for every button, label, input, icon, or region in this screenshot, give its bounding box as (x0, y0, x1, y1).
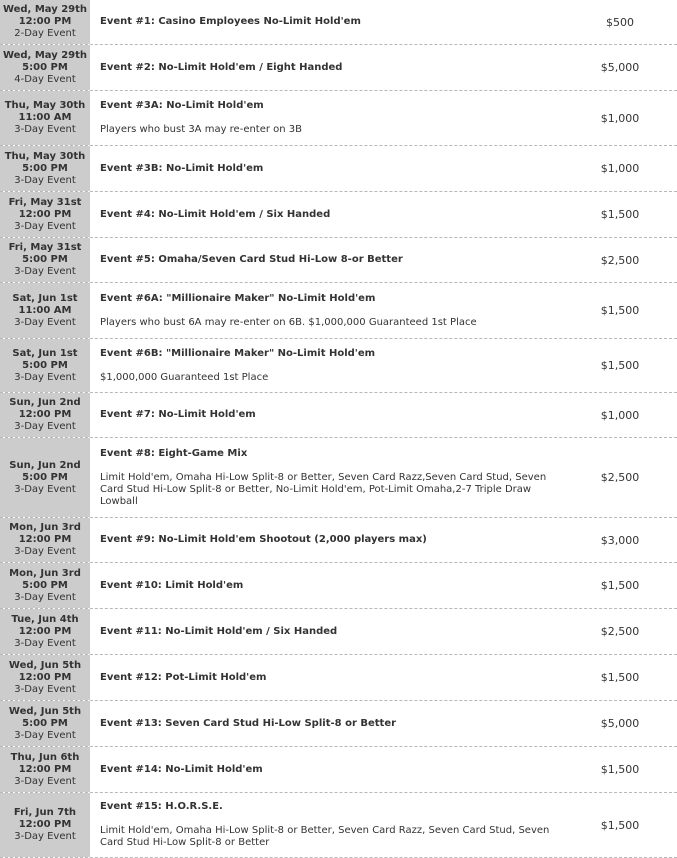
event-title: Event #14: No-Limit Hold'em (100, 763, 263, 775)
event-buyin: $1,500 (600, 763, 640, 776)
event-length: 3-Day Event (14, 421, 76, 432)
event-day: Fri, May 31st (8, 196, 82, 208)
event-date-cell (0, 518, 90, 562)
event-title: Event #10: Limit Hold'em (100, 579, 244, 591)
event-row (0, 339, 677, 393)
event-time: 12:00 PM (18, 625, 72, 637)
event-date-cell (0, 45, 90, 90)
event-day: Wed, Jun 5th (8, 705, 82, 717)
event-info-cell (90, 563, 577, 608)
event-buyin: $2,500 (600, 253, 640, 267)
event-time: 5:00 PM (22, 359, 68, 371)
event-buyin: $1,000 (600, 111, 640, 125)
event-buyin: $1,000 (600, 408, 640, 422)
event-day: Sun, Jun 2nd (9, 459, 81, 471)
event-info-cell (90, 701, 577, 746)
event-buyin: $1,000 (600, 162, 640, 175)
event-buyin: $1,500 (600, 818, 640, 832)
event-title: Event #12: Pot-Limit Hold'em (100, 671, 267, 683)
event-length: 3-Day Event (14, 831, 76, 842)
event-day: Sun, Jun 2nd (9, 397, 81, 408)
event-date-cell (0, 747, 90, 792)
event-time: 5:00 PM (22, 254, 68, 265)
event-row (0, 0, 677, 45)
event-length: 3-Day Event (14, 266, 76, 277)
event-info-cell (90, 91, 577, 145)
event-time: 11:00 AM (18, 112, 72, 123)
event-time: 5:00 PM (22, 579, 68, 591)
event-day: Wed, May 29th (2, 4, 88, 15)
event-row (0, 609, 677, 655)
event-row (0, 438, 677, 518)
event-time: 12:00 PM (18, 763, 72, 775)
event-buyin: $5,000 (600, 61, 640, 74)
event-day: Mon, Jun 3rd (9, 567, 81, 579)
event-title: Event #7: No-Limit Hold'em (100, 409, 256, 420)
event-title: Event #4: No-Limit Hold'em / Six Handed (100, 208, 331, 220)
event-date-cell (0, 146, 90, 191)
event-length: 3-Day Event (14, 483, 76, 495)
event-row (0, 238, 677, 283)
event-time: 5:00 PM (22, 717, 68, 729)
event-date-cell (0, 609, 90, 654)
event-time: 12:00 PM (18, 819, 72, 830)
event-note: Limit Hold'em, Omaha Hi-Low Split-8 or Better, Seven Card Razz, Seven Card Stud, Seven Card Stud Hi-Low Split-8 or Better (100, 825, 550, 848)
event-date-cell (0, 793, 90, 857)
event-date-cell (0, 192, 90, 237)
event-time: 12:00 PM (18, 16, 72, 27)
event-time: 12:00 PM (18, 409, 72, 420)
event-note: Players who bust 3A may re-enter on 3B (100, 124, 303, 135)
event-day: Wed, Jun 5th (8, 659, 82, 671)
event-date-cell (0, 701, 90, 746)
event-buyin: $500 (606, 15, 634, 29)
event-row (0, 146, 677, 192)
event-time: 12:00 PM (18, 671, 72, 683)
event-length: 4-Day Event (14, 73, 76, 85)
event-title: Event #8: Eight-Game Mix (100, 447, 248, 459)
event-title: Event #2: No-Limit Hold'em / Eight Handed (100, 61, 343, 73)
event-row (0, 283, 677, 339)
event-row (0, 192, 677, 238)
event-buyin: $5,000 (600, 717, 640, 730)
event-day: Sat, Jun 1st (12, 347, 78, 359)
event-length: 3-Day Event (14, 220, 76, 232)
event-note: Limit Hold'em, Omaha Hi-Low Split-8 or Better, Seven Card Razz,Seven Card Stud, Seven Card Stud Hi-Low Split-8 or Better, No-Limit Hold'em, Pot-Limit Omaha,2-7 Triple Draw Lowball (100, 471, 547, 507)
event-date-cell (0, 238, 90, 282)
event-title: Event #9: No-Limit Hold'em Shootout (2,000 players max) (100, 534, 427, 545)
event-day: Sat, Jun 1st (12, 292, 78, 304)
event-title: Event #11: No-Limit Hold'em / Six Handed (100, 625, 338, 637)
event-info-cell (90, 0, 577, 44)
event-length: 3-Day Event (14, 775, 76, 787)
event-info-cell (90, 45, 577, 90)
event-date-cell (0, 655, 90, 700)
event-row (0, 518, 677, 563)
event-day: Thu, May 30th (4, 100, 86, 111)
event-row (0, 91, 677, 146)
event-date-cell (0, 91, 90, 145)
event-title: Event #6A: "Millionaire Maker" No-Limit Hold'em (100, 292, 376, 304)
event-row (0, 45, 677, 91)
event-row (0, 793, 677, 858)
event-day: Thu, Jun 6th (10, 751, 80, 763)
event-buyin: $1,500 (600, 579, 640, 592)
event-info-cell (90, 793, 577, 857)
event-date-cell (0, 393, 90, 437)
event-day: Fri, May 31st (8, 242, 82, 253)
event-info-cell (90, 518, 577, 562)
event-time: 11:00 AM (18, 304, 72, 316)
event-info-cell (90, 238, 577, 282)
event-length: 3-Day Event (14, 371, 76, 383)
event-day: Tue, Jun 4th (11, 613, 79, 625)
event-length: 2-Day Event (14, 28, 76, 39)
event-buyin: $3,000 (600, 533, 640, 547)
event-length: 3-Day Event (14, 591, 76, 603)
event-date-cell (0, 563, 90, 608)
event-title: Event #1: Casino Employees No-Limit Hold'em (100, 16, 361, 27)
event-info-cell (90, 146, 577, 191)
event-buyin: $2,500 (600, 625, 640, 638)
event-time: 5:00 PM (22, 162, 68, 174)
event-row (0, 393, 677, 438)
event-info-cell (90, 438, 577, 517)
event-length: 3-Day Event (14, 637, 76, 649)
event-length: 3-Day Event (14, 316, 76, 328)
event-buyin: $1,500 (600, 359, 640, 372)
event-info-cell (90, 609, 577, 654)
event-row (0, 563, 677, 609)
event-note: Players who bust 6A may re-enter on 6B. $1,000,000 Guaranteed 1st Place (100, 316, 477, 328)
event-buyin: $1,500 (600, 208, 640, 221)
event-length: 3-Day Event (14, 683, 76, 695)
event-buyin: $2,500 (600, 471, 640, 484)
event-info-cell (90, 655, 577, 700)
event-day: Mon, Jun 3rd (9, 522, 81, 533)
event-date-cell (0, 438, 90, 517)
event-row (0, 655, 677, 701)
event-title: Event #13: Seven Card Stud Hi-Low Split-8 or Better (100, 717, 397, 729)
event-title: Event #5: Omaha/Seven Card Stud Hi-Low 8-or Better (100, 254, 403, 265)
event-title: Event #15: H.O.R.S.E. (100, 801, 223, 812)
event-info-cell (90, 192, 577, 237)
event-buyin: $1,500 (600, 671, 640, 684)
event-day: Fri, Jun 7th (13, 807, 77, 818)
event-date-cell (0, 339, 90, 392)
event-info-cell (90, 393, 577, 437)
event-length: 3-Day Event (14, 729, 76, 741)
event-length: 3-Day Event (14, 546, 76, 557)
event-note: $1,000,000 Guaranteed 1st Place (100, 371, 269, 383)
event-date-cell (0, 283, 90, 338)
event-buyin: $1,500 (600, 304, 640, 317)
event-row (0, 701, 677, 747)
event-time: 5:00 PM (22, 61, 68, 73)
event-info-cell (90, 747, 577, 792)
event-title: Event #3B: No-Limit Hold'em (100, 162, 264, 174)
event-row (0, 747, 677, 793)
event-info-cell (90, 283, 577, 338)
event-time: 5:00 PM (22, 471, 68, 483)
event-day: Wed, May 29th (2, 49, 88, 61)
event-length: 3-Day Event (14, 174, 76, 186)
event-info-cell (90, 339, 577, 392)
event-day: Thu, May 30th (4, 150, 86, 162)
event-title: Event #6B: "Millionaire Maker" No-Limit Hold'em (100, 347, 376, 359)
event-time: 12:00 PM (18, 534, 72, 545)
event-date-cell (0, 0, 90, 44)
event-time: 12:00 PM (18, 208, 72, 220)
event-length: 3-Day Event (14, 124, 76, 135)
event-title: Event #3A: No-Limit Hold'em (100, 100, 264, 111)
